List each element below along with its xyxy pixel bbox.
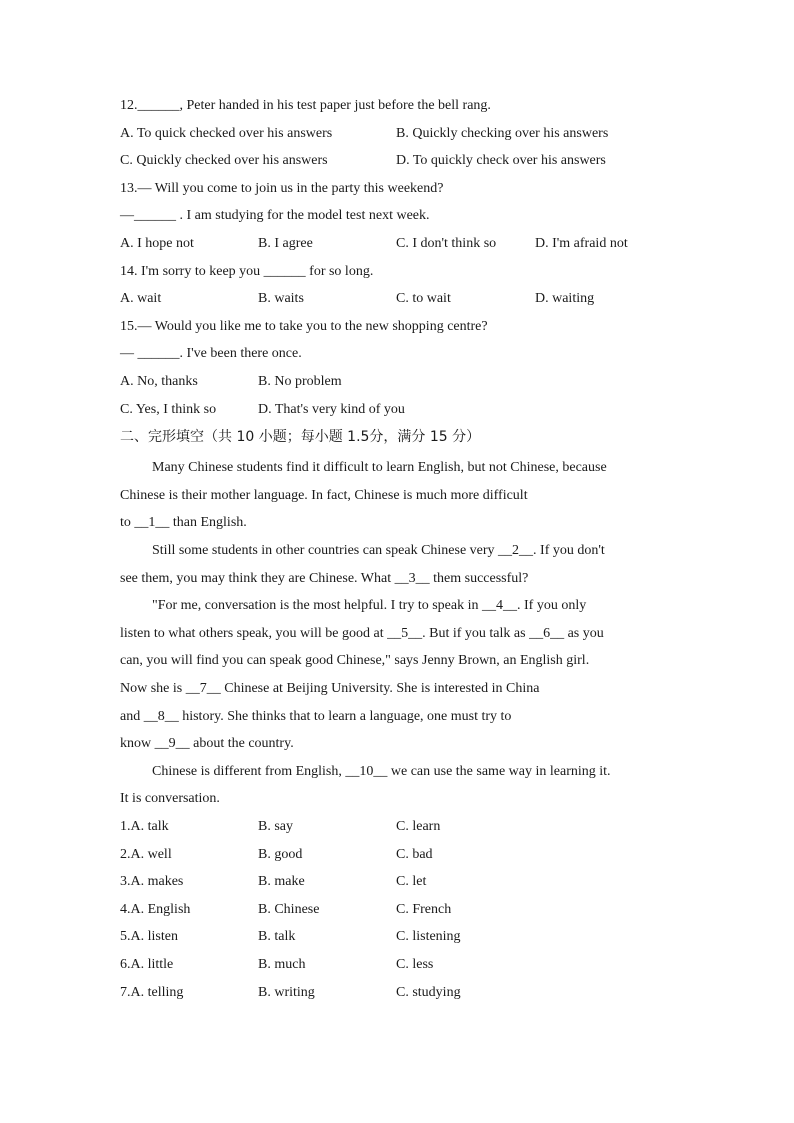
question-12-option-c: C. Quickly checked over his answers [120,153,328,168]
question-13-stem: 13.— Will you come to join us in the party this weekend? [120,181,444,196]
text-segment: and [120,709,144,724]
text-segment: Still some students in other countries can speak Chinese very [152,543,499,558]
question-12-stem: 12.______, Peter handed in his test paper just before the bell rang. [120,98,491,113]
passage-line-3 [120,514,247,532]
text-segment: than English. [169,515,247,530]
section-2-heading: 二、完形填空（共 10 小题；每小题 1.5分，满分 15 分） [120,429,481,445]
text-segment: . But if you talk as [422,626,530,641]
cloze-5-option-b: B. talk [258,929,296,944]
question-15-option-c: C. Yes, I think so [120,402,217,417]
blank-9: __9__ [154,736,190,751]
question-13-option-b: B. I agree [258,236,313,251]
text-segment: . If you only [517,598,587,613]
question-14-stem: 14. I'm sorry to keep you ______ for so long. [120,264,374,279]
text-segment: we can use the same way in learning it. [387,764,611,779]
passage-line-1: Many Chinese students find it difficult to learn English, but not Chinese, because [152,460,607,475]
cloze-2-option-c: C. bad [396,847,433,862]
question-13-reply: —______ . I am studying for the model test next week. [120,208,430,223]
question-15-reply: — ______. I've been there once. [120,346,302,361]
cloze-4-option-c: C. French [396,902,452,917]
text-segment: "For me, conversation is the most helpful. I try to speak in [152,598,482,613]
blank-3: __3__ [394,571,430,586]
cloze-4-option-b: B. Chinese [258,902,320,917]
question-15-option-a: A. No, thanks [120,374,198,389]
passage-line-10 [120,708,511,726]
passage-line-8: can, you will find you can speak good Chinese," says Jenny Brown, an English girl. [120,653,590,668]
question-14-option-d: D. waiting [535,291,595,306]
passage-line-5 [120,570,528,588]
text-segment: know [120,736,155,751]
cloze-3-option-a: 3.A. makes [120,874,184,889]
text-segment: . If you don't [533,543,605,558]
cloze-6-option-b: B. much [258,957,306,972]
question-14-option-c: C. to wait [396,291,451,306]
cloze-1-option-c: C. learn [396,819,441,834]
cloze-3-option-b: B. make [258,874,305,889]
cloze-1-option-b: B. say [258,819,293,834]
text-segment: Chinese at Beijing University. She is interested in China [220,681,540,696]
question-15-option-d: D. That's very kind of you [258,402,405,417]
question-13-option-d: D. I'm afraid not [535,236,628,251]
cloze-7-option-b: B. writing [258,985,315,1000]
cloze-3-option-c: C. let [396,874,427,889]
cloze-5-option-a: 5.A. listen [120,929,178,944]
question-14-option-a: A. wait [120,291,162,306]
text-segment: as you [564,626,604,641]
text-segment: listen to what others speak, you will be good at [120,626,388,641]
text-segment: Chinese is different from English, [152,764,346,779]
question-15-option-b: B. No problem [258,374,342,389]
question-14-option-b: B. waits [258,291,304,306]
text-segment: see them, you may think they are Chinese. What [120,571,395,586]
blank-10: __10__ [345,764,388,779]
question-15-stem: 15.— Would you like me to take you to the new shopping centre? [120,319,488,334]
cloze-6-option-c: C. less [396,957,434,972]
question-13-option-a: A. I hope not [120,236,194,251]
passage-line-4 [152,542,605,560]
blank-6: __6__ [529,626,565,641]
question-12-option-d: D. To quickly check over his answers [396,153,606,168]
question-12-option-a: A. To quick checked over his answers [120,126,333,141]
text-segment: them successful? [429,571,529,586]
passage-line-7 [120,625,604,643]
blank-4: __4__ [482,598,517,613]
cloze-1-option-a: 1.A. talk [120,819,169,834]
question-12-option-b: B. Quickly checking over his answers [396,126,609,141]
passage-line-2: Chinese is their mother language. In fact, Chinese is much more difficult [120,488,528,503]
passage-line-12 [152,763,611,781]
passage-line-11 [120,735,294,753]
text-segment: to [120,515,135,530]
cloze-7-option-a: 7.A. telling [120,985,184,1000]
passage-line-13: It is conversation. [120,791,220,806]
cloze-4-option-a: 4.A. English [120,902,191,917]
blank-5: __5__ [387,626,423,641]
blank-2: __2__ [498,543,534,558]
cloze-2-option-b: B. good [258,847,303,862]
cloze-2-option-a: 2.A. well [120,847,172,862]
text-segment: Now she is [120,681,186,696]
cloze-5-option-c: C. listening [396,929,461,944]
blank-1: __1__ [134,515,170,530]
blank-7: __7__ [185,681,221,696]
question-13-option-c: C. I don't think so [396,236,497,251]
cloze-6-option-a: 6.A. little [120,957,174,972]
blank-8: __8__ [143,709,179,724]
text-segment: about the country. [189,736,294,751]
passage-line-9 [120,680,539,698]
text-segment: history. She thinks that to learn a language, one must try to [178,709,512,724]
passage-line-6 [152,597,586,615]
cloze-7-option-c: C. studying [396,985,461,1000]
